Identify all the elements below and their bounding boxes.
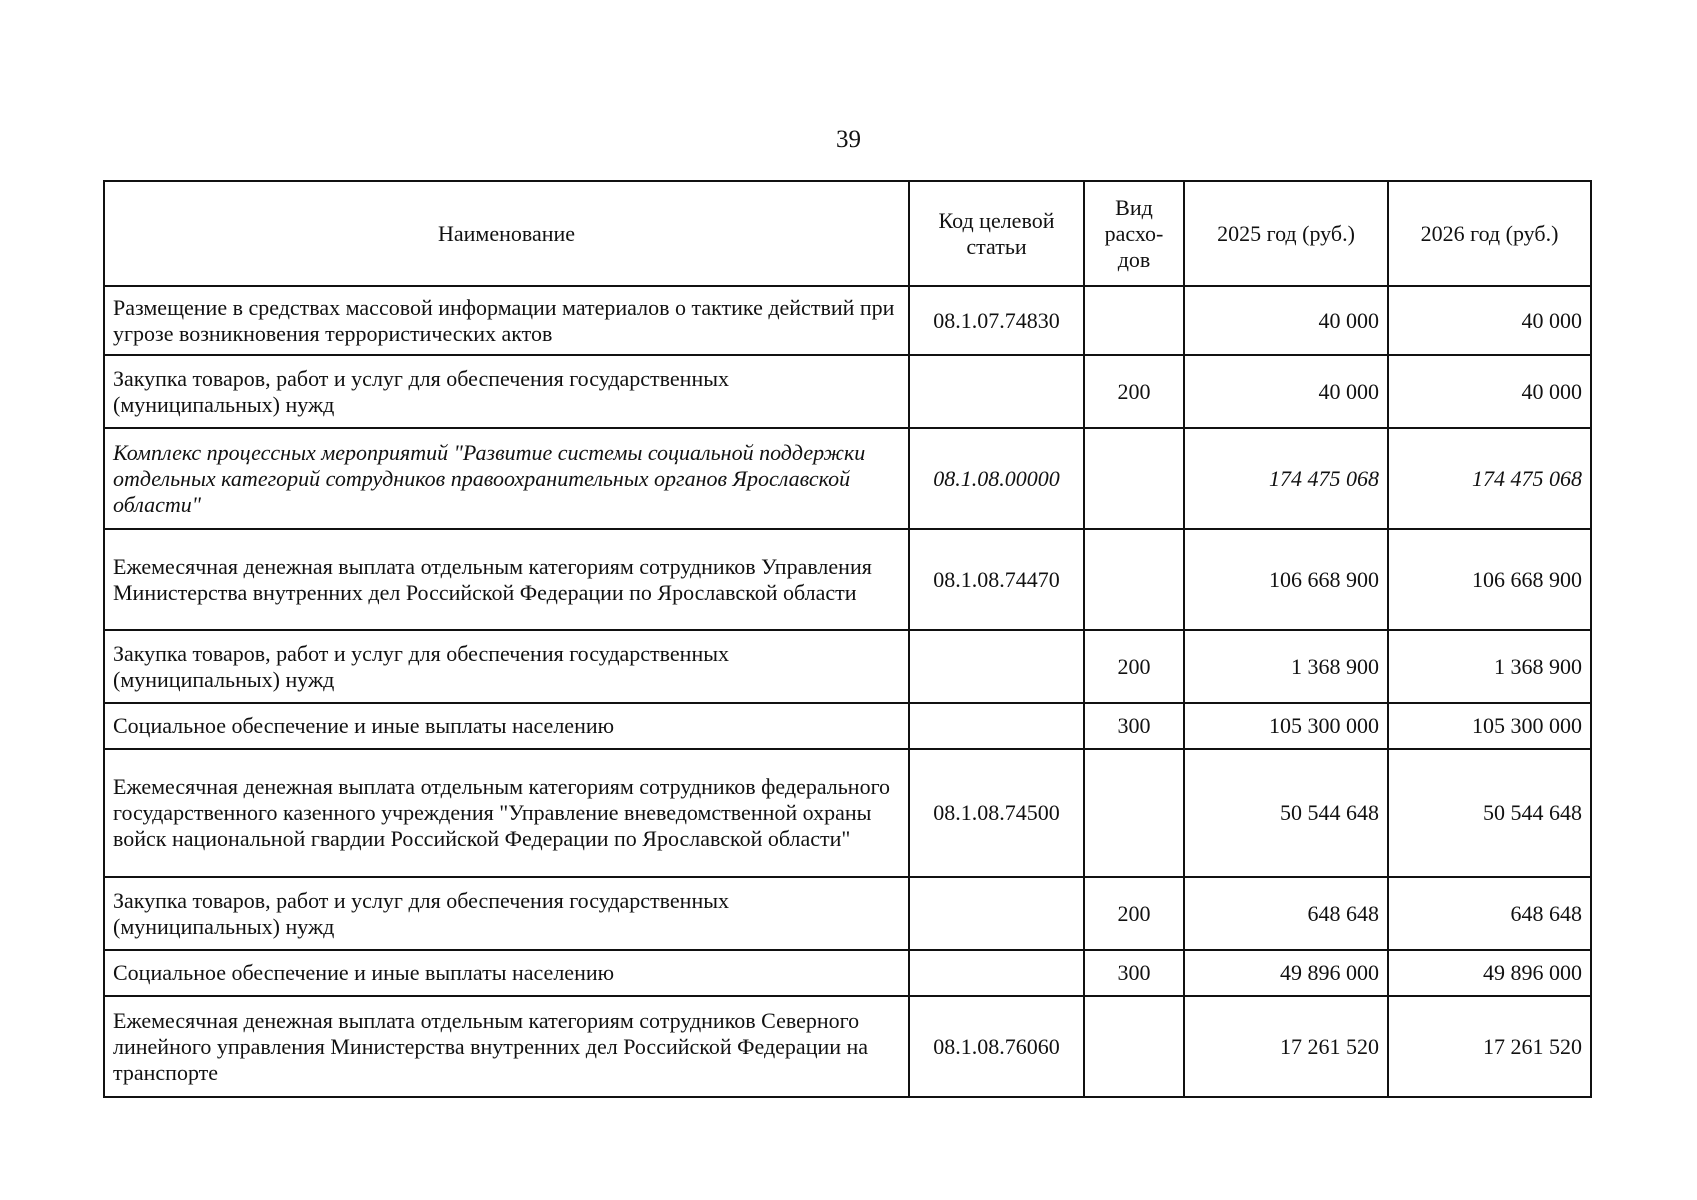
cell-code — [909, 355, 1084, 428]
cell-2025: 40 000 — [1184, 286, 1388, 355]
cell-2025: 648 648 — [1184, 877, 1388, 950]
cell-type — [1084, 286, 1184, 355]
cell-type — [1084, 996, 1184, 1097]
cell-2025: 40 000 — [1184, 355, 1388, 428]
table-row — [104, 428, 1591, 529]
cell-name: Ежемесячная денежная выплата отдельным категориям сотрудников Северного линейного управления Министерства внутренних дел Российской Федерации на транспорте — [104, 996, 909, 1097]
cell-code: 08.1.08.74470 — [909, 529, 1084, 630]
cell-code — [909, 703, 1084, 749]
cell-name: Социальное обеспечение и иные выплаты населению — [104, 703, 909, 749]
cell-type: 300 — [1084, 950, 1184, 996]
cell-name: Комплекс процессных мероприятий "Развитие системы социальной поддержки отдельных категорий сотрудников правоохранительных органов Ярославской области" — [104, 428, 909, 529]
table-row — [104, 877, 1591, 950]
cell-2026: 50 544 648 — [1388, 749, 1591, 877]
header-2026: 2026 год (руб.) — [1388, 181, 1591, 286]
budget-table — [103, 180, 1592, 1098]
cell-code — [909, 950, 1084, 996]
cell-2025: 174 475 068 — [1184, 428, 1388, 529]
table-row — [104, 703, 1591, 749]
cell-2026: 17 261 520 — [1388, 996, 1591, 1097]
table-row — [104, 355, 1591, 428]
cell-name: Закупка товаров, работ и услуг для обеспечения государственных (муниципальных) нужд — [104, 630, 909, 703]
table-body — [104, 286, 1591, 1097]
cell-2025: 105 300 000 — [1184, 703, 1388, 749]
table-header-row — [104, 181, 1591, 286]
table-row — [104, 529, 1591, 630]
cell-name: Размещение в средствах массовой информации материалов о тактике действий при угрозе возникновения террористических актов — [104, 286, 909, 355]
cell-code: 08.1.08.74500 — [909, 749, 1084, 877]
page-number: 39 — [836, 126, 861, 153]
cell-type: 200 — [1084, 355, 1184, 428]
cell-type: 200 — [1084, 877, 1184, 950]
cell-code: 08.1.08.00000 — [909, 428, 1084, 529]
cell-name: Закупка товаров, работ и услуг для обеспечения государственных (муниципальных) нужд — [104, 877, 909, 950]
cell-2026: 648 648 — [1388, 877, 1591, 950]
cell-2026: 1 368 900 — [1388, 630, 1591, 703]
table-row — [104, 950, 1591, 996]
cell-code — [909, 877, 1084, 950]
cell-2026: 106 668 900 — [1388, 529, 1591, 630]
cell-2025: 17 261 520 — [1184, 996, 1388, 1097]
header-name: Наименование — [104, 181, 909, 286]
cell-code — [909, 630, 1084, 703]
cell-2026: 105 300 000 — [1388, 703, 1591, 749]
cell-name: Социальное обеспечение и иные выплаты населению — [104, 950, 909, 996]
cell-type — [1084, 428, 1184, 529]
header-code: Код целевой статьи — [909, 181, 1084, 286]
cell-name: Ежемесячная денежная выплата отдельным категориям сотрудников Управления Министерства внутренних дел Российской Федерации по Ярославской области — [104, 529, 909, 630]
cell-2026: 174 475 068 — [1388, 428, 1591, 529]
cell-2026: 40 000 — [1388, 355, 1591, 428]
cell-code: 08.1.07.74830 — [909, 286, 1084, 355]
header-2025: 2025 год (руб.) — [1184, 181, 1388, 286]
cell-2026: 40 000 — [1388, 286, 1591, 355]
cell-type — [1084, 749, 1184, 877]
cell-2025: 49 896 000 — [1184, 950, 1388, 996]
cell-2026: 49 896 000 — [1388, 950, 1591, 996]
table-row — [104, 749, 1591, 877]
cell-2025: 106 668 900 — [1184, 529, 1388, 630]
header-type: Вид расхо-дов — [1084, 181, 1184, 286]
cell-type: 300 — [1084, 703, 1184, 749]
cell-name: Закупка товаров, работ и услуг для обеспечения государственных (муниципальных) нужд — [104, 355, 909, 428]
table-row — [104, 630, 1591, 703]
cell-2025: 50 544 648 — [1184, 749, 1388, 877]
cell-code: 08.1.08.76060 — [909, 996, 1084, 1097]
cell-type — [1084, 529, 1184, 630]
cell-2025: 1 368 900 — [1184, 630, 1388, 703]
table-row — [104, 996, 1591, 1097]
cell-type: 200 — [1084, 630, 1184, 703]
cell-name: Ежемесячная денежная выплата отдельным категориям сотрудников федерального государственного казенного учреждения "Управление вневедомственной охраны войск национальной гвардии Российской Федерации по Ярославской области" — [104, 749, 909, 877]
table-row — [104, 286, 1591, 355]
